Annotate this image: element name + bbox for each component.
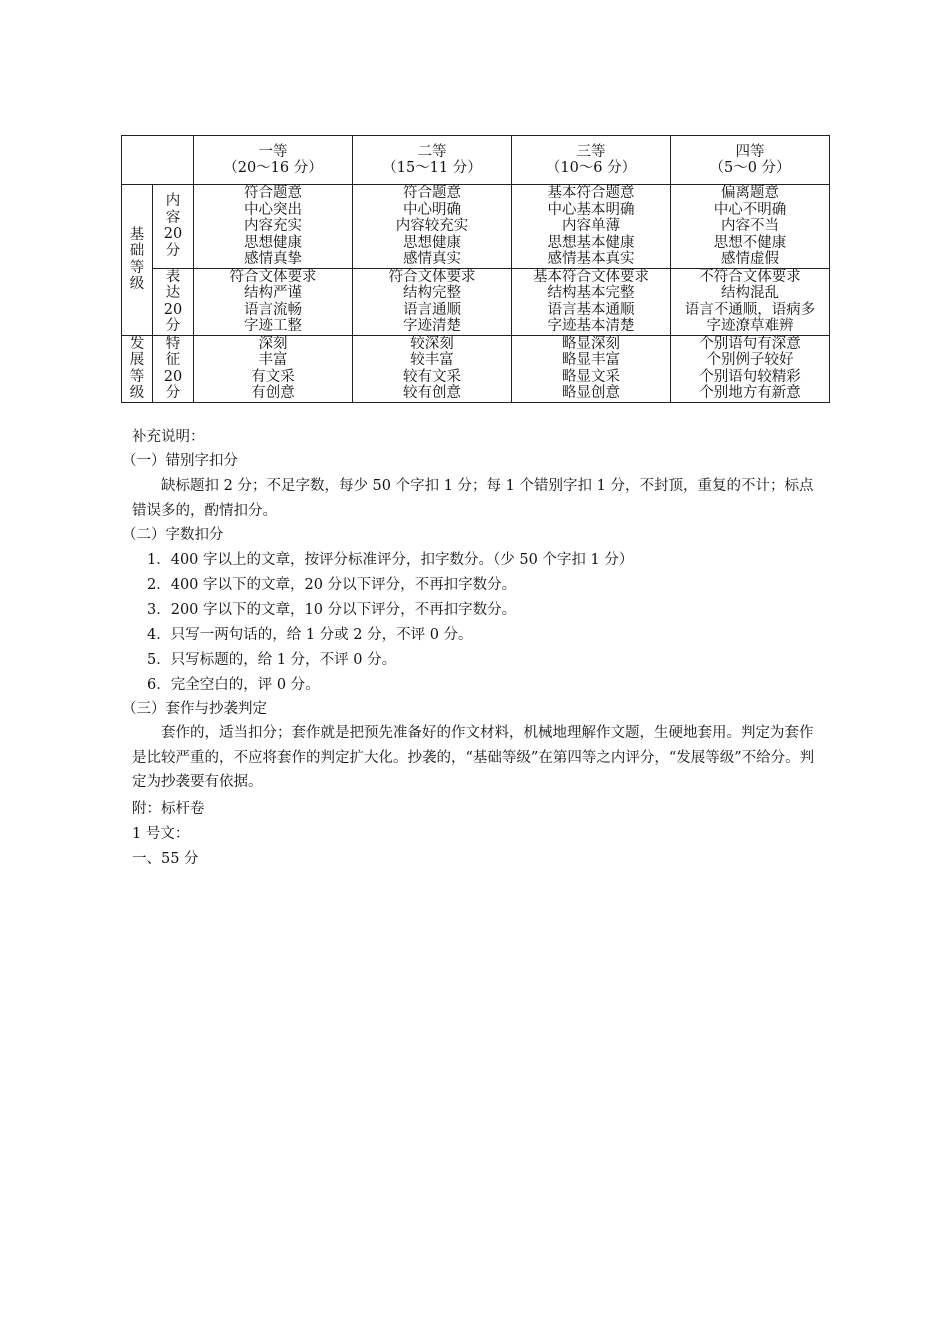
- section-3-title: （三）套作与抄袭判定: [122, 701, 267, 717]
- row-label-content: 内 容 20 分: [153, 185, 194, 269]
- rubric-row-expression: [122, 268, 830, 335]
- grade-header-3: 三等 （10～6 分）: [512, 136, 671, 185]
- row-label-features: 特 征 20 分: [153, 335, 194, 402]
- cell-expression-grade4: 不符合文体要求 结构混乱 语言不通顺，语病多 字迹潦草难辨: [671, 268, 830, 335]
- cell-features-grade3: 略显深刻 略显丰富 略显文采 略显创意: [512, 335, 671, 402]
- section-1-body: 缺标题扣 2 分；不足字数，每少 50 个字扣 1 分；每 1 个错别字扣 1 分，不封顶，重复的不计；标点错误多的，酌情扣分。: [132, 478, 814, 519]
- notes-title: 补充说明：: [132, 429, 205, 445]
- cell-content-grade3: 基本符合题意 中心基本明确 内容单薄 思想基本健康 感情基本真实: [512, 185, 671, 269]
- cell-content-grade2: 符合题意 中心明确 内容较充实 思想健康 感情真实: [353, 185, 512, 269]
- grade-header-1: 一等 （20～16 分）: [194, 136, 353, 185]
- section-2-item-5: 5．只写标题的，给 1 分，不评 0 分。: [147, 652, 397, 668]
- section-3-body: 套作的，适当扣分；套作就是把预先准备好的作文材料，机械地理解作文题，生硬地套用。判定为套作是比较严重的，不应将套作的判定扩大化。抄袭的，“基础等级”在第四等之内评分，“发展等级”不给分。判定为抄袭要有依据。: [132, 725, 815, 790]
- cell-features-grade2: 较深刻 较丰富 较有文采 较有创意: [353, 335, 512, 402]
- section-2-title: （二）字数扣分: [122, 527, 224, 543]
- cell-expression-grade3: 基本符合文体要求 结构基本完整 语言基本通顺 字迹基本清楚: [512, 268, 671, 335]
- section-1-title: （一）错别字扣分: [122, 453, 238, 469]
- section-2-item-4: 4．只写一两句话的，给 1 分或 2 分，不评 0 分。: [147, 627, 473, 643]
- rubric-row-features: [122, 335, 830, 402]
- cell-expression-grade2: 符合文体要求 结构完整 语言通顺 字迹清楚: [353, 268, 512, 335]
- section-2-item-6: 6．完全空白的，评 0 分。: [147, 677, 320, 693]
- appendix-label: 附：标杆卷: [132, 801, 205, 817]
- cell-content-grade1: 符合题意 中心突出 内容充实 思想健康 感情真挚: [194, 185, 353, 269]
- grade-header-4: 四等 （5～0 分）: [671, 136, 830, 185]
- cell-features-grade4: 个别语句有深意 个别例子较好 个别语句较精彩 个别地方有新意: [671, 335, 830, 402]
- section-2-item-3: 3．200 字以下的文章，10 分以下评分，不再扣字数分。: [147, 602, 517, 618]
- essay-score: 一、55 分: [132, 851, 199, 867]
- rubric-row-content: [122, 185, 830, 269]
- essay-number: 1 号文：: [132, 826, 190, 842]
- section-2-item-1: 1．400 字以上的文章，按评分标准评分，扣字数分。（少 50 个字扣 1 分）: [147, 552, 634, 568]
- rubric-corner-cell: [122, 136, 194, 185]
- group-label-basic: 基 础 等 级: [122, 185, 153, 336]
- cell-features-grade1: 深刻 丰富 有文采 有创意: [194, 335, 353, 402]
- scoring-rubric-table: [121, 135, 830, 403]
- row-label-expression: 表 达 20 分: [153, 268, 194, 335]
- group-label-development: 发 展 等 级: [122, 335, 153, 402]
- cell-expression-grade1: 符合文体要求 结构严谨 语言流畅 字迹工整: [194, 268, 353, 335]
- section-2-item-2: 2．400 字以下的文章，20 分以下评分，不再扣字数分。: [147, 577, 517, 593]
- cell-content-grade4: 偏离题意 中心不明确 内容不当 思想不健康 感情虚假: [671, 185, 830, 269]
- rubric-header-row: [122, 136, 830, 185]
- grade-header-2: 二等 （15～11 分）: [353, 136, 512, 185]
